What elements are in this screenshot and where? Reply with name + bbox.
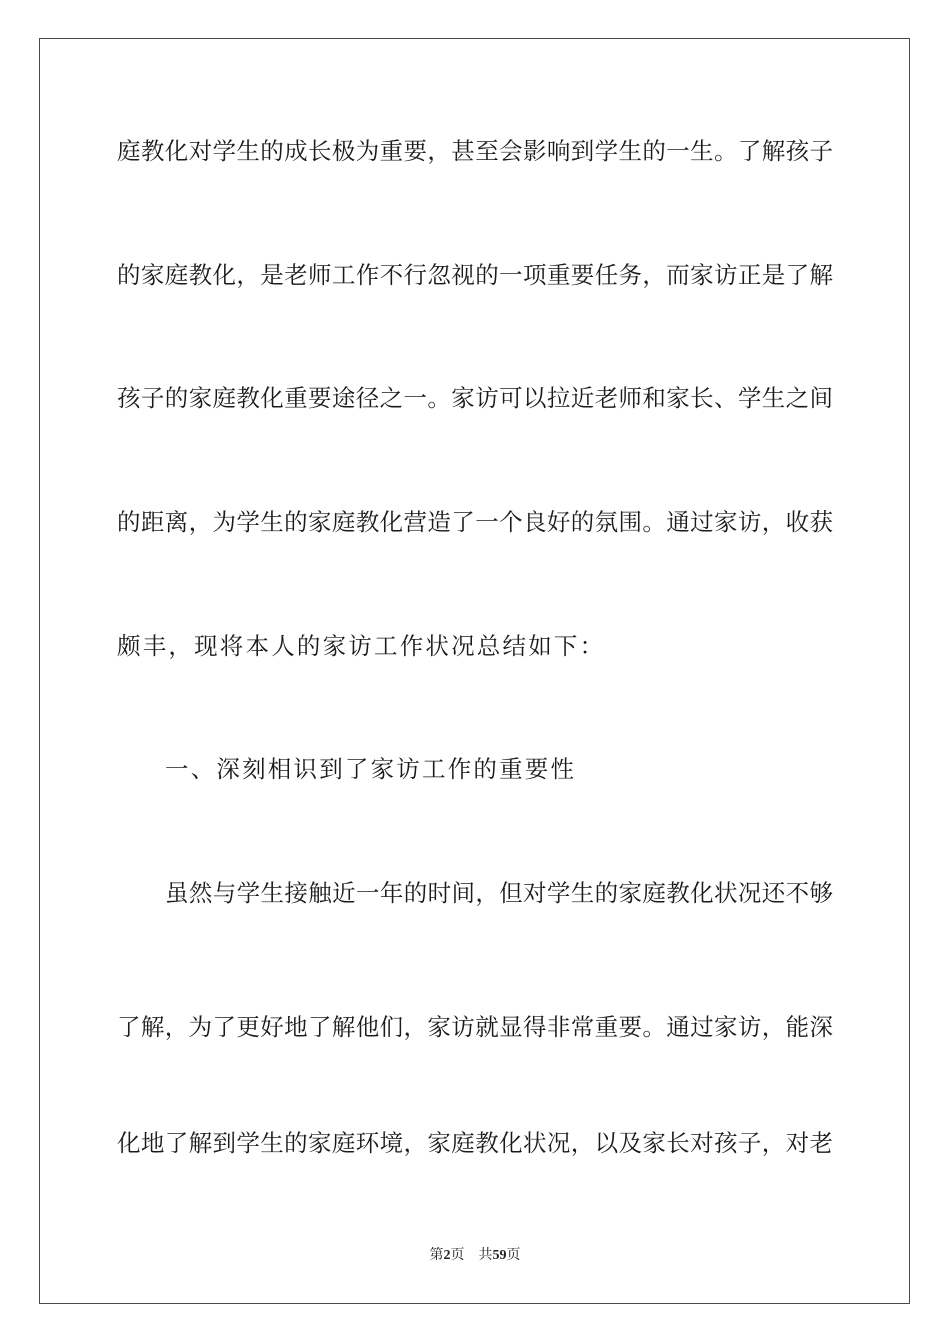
- section-heading: 一、深刻相识到了家访工作的重要性: [165, 755, 577, 783]
- paragraph-line: 的家庭教化，是老师工作不行忽视的一项重要任务，而家访正是了解: [117, 261, 833, 289]
- page-prefix: 第: [429, 1248, 444, 1263]
- page-number: 2: [443, 1248, 451, 1263]
- total-suffix: 页: [506, 1248, 521, 1263]
- paragraph-line: 庭教化对学生的成长极为重要，甚至会影响到学生的一生。了解孩子: [117, 137, 833, 165]
- paragraph-line: 化地了解到学生的家庭环境，家庭教化状况，以及家长对孩子，对老: [117, 1129, 833, 1157]
- paragraph-line: 虽然与学生接触近一年的时间，但对学生的家庭教化状况还不够: [165, 879, 833, 907]
- page-border: [39, 38, 910, 1304]
- total-pages: 59: [492, 1248, 507, 1263]
- paragraph-line: 孩子的家庭教化重要途径之一。家访可以拉近老师和家长、学生之间: [117, 384, 833, 412]
- page-suffix: 页: [450, 1248, 465, 1263]
- paragraph-line: 颇丰，现将本人的家访工作状况总结如下：: [117, 632, 606, 660]
- page-footer: [0, 1247, 950, 1265]
- paragraph-line: 了解，为了更好地了解他们，家访就显得非常重要。通过家访，能深: [117, 1013, 833, 1041]
- total-prefix: 共: [478, 1248, 493, 1263]
- paragraph-line: 的距离，为学生的家庭教化营造了一个良好的氛围。通过家访，收获: [117, 508, 833, 536]
